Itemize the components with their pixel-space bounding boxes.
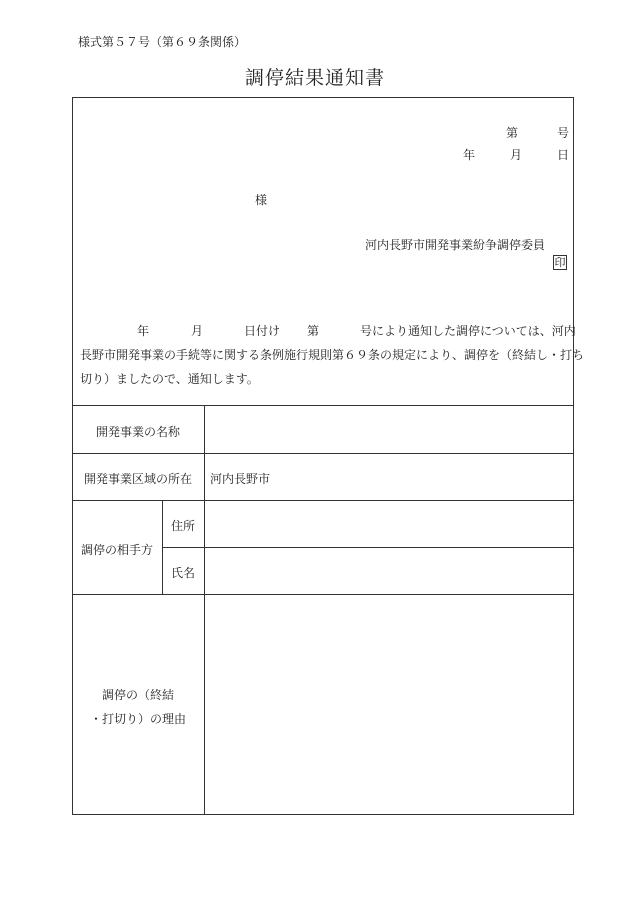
- body-month: 月: [191, 324, 204, 338]
- counterparty-label: 調停の相手方: [80, 543, 153, 557]
- seal-stamp: 印: [554, 256, 566, 269]
- body-number-prefix: 第: [307, 324, 320, 338]
- body-line3: 切り）ましたので、通知します。: [80, 372, 259, 386]
- table-row-divider: [72, 594, 574, 595]
- document-title: 調停結果通知書: [244, 67, 385, 89]
- number-prefix: 第: [506, 126, 519, 140]
- table-row-divider: [72, 500, 574, 501]
- addressee-suffix: 様: [255, 193, 268, 207]
- table-row-divider: [162, 547, 574, 548]
- table-top-border: [72, 405, 574, 406]
- date-year: 年: [463, 148, 476, 162]
- body-dated: 日付け: [244, 324, 281, 338]
- number-suffix: 号: [557, 126, 570, 140]
- address-label: 住所: [170, 519, 195, 533]
- table-row-divider: [72, 453, 574, 454]
- form-number: 様式第５７号（第６９条関係）: [78, 35, 247, 49]
- project-location-value: 河内長野市: [210, 472, 271, 486]
- name-label: 氏名: [170, 566, 195, 580]
- form-frame: [72, 97, 574, 815]
- date-day: 日: [557, 148, 570, 162]
- reason-label-line1: 調停の（終結: [101, 688, 174, 702]
- sender-name: 河内長野市開発事業紛争調停委員: [365, 238, 546, 252]
- table-column-divider: [204, 405, 205, 815]
- project-location-label: 開発事業区域の所在: [83, 472, 192, 486]
- body-line2: 長野市開発事業の手続等に関する条例施行規則第６９条の規定により、調停を（終結し・打ち: [80, 348, 585, 362]
- reason-label-line2: ・打切り）の理由: [89, 712, 186, 726]
- body-line1-rest: 号により通知した調停については、河内: [360, 324, 576, 338]
- body-year: 年: [137, 324, 150, 338]
- project-name-label: 開発事業の名称: [95, 425, 180, 439]
- date-month: 月: [510, 148, 523, 162]
